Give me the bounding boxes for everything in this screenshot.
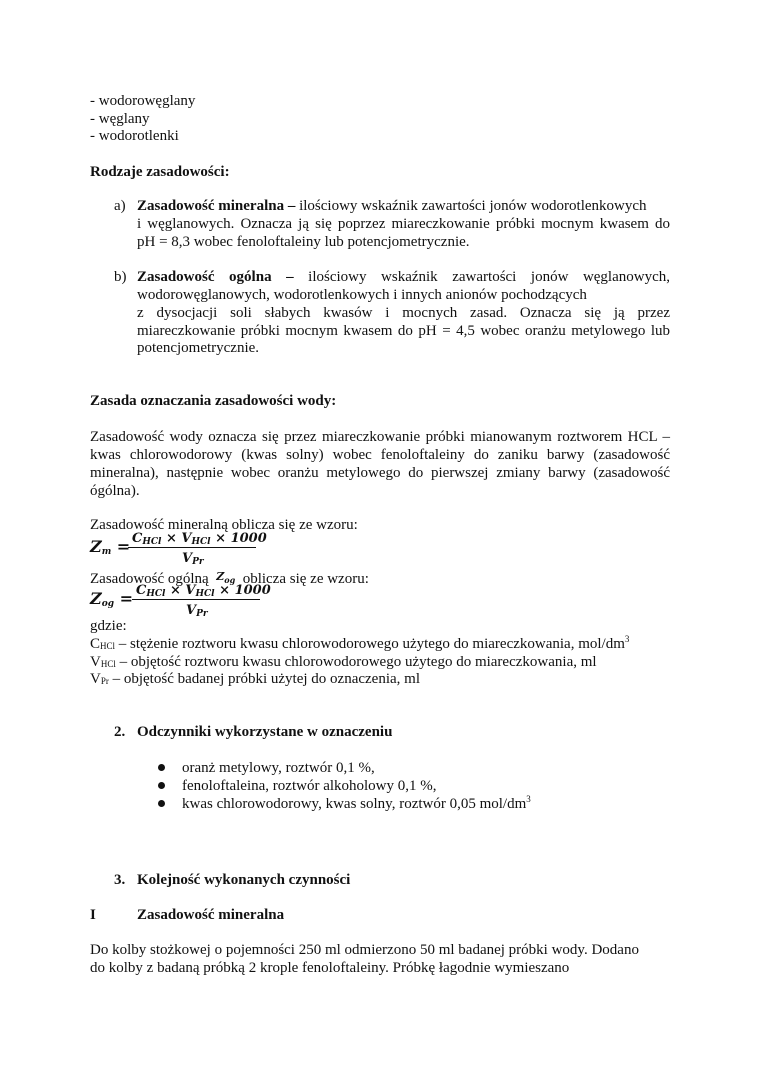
bullet-icon	[158, 764, 165, 771]
list-item: - wodorowęglany	[90, 93, 196, 109]
subsection-number: I	[90, 907, 96, 923]
type-b-term: Zasadowość ogólna –	[137, 269, 294, 285]
bullet-icon	[158, 782, 165, 789]
formula-numerator: $C_{HCl} \times V_{HCl} \times 1000$	[132, 531, 267, 547]
formula-denominator: $V_{Pr}$	[186, 603, 208, 619]
paragraph-line: Do kolby stożkowej o pojemności 250 ml odmierzono 50 ml badanej próbki wody. Dodano	[90, 942, 639, 958]
principle-heading: Zasada oznaczania zasadowości wody:	[90, 393, 337, 409]
type-a-line-1	[137, 197, 647, 215]
type-b-line-2: wodorowęglanowych, wodorotlenkowych i innych anionów pochodzących	[137, 287, 587, 303]
definition-row: VHCl – objętość roztworu kwasu chlorowodorowego użytego do miareczkowania, ml	[90, 654, 597, 670]
bullet-icon	[158, 800, 165, 807]
type-a-line-3: pH = 8,3 wobec fenoloftaleiny lub potencjometrycznie.	[137, 234, 470, 250]
subsection-title: Zasadowość mineralna	[137, 907, 285, 923]
type-b-line-1	[137, 268, 670, 286]
principle-line-2: kwas chlorowodorowy (kwas solny) wobec fenoloftaleiny do zaniku barwy (zasadowość	[90, 447, 670, 463]
formula-lhs: $Z_m$ =	[90, 537, 131, 557]
list-label-b: b)	[114, 269, 127, 285]
type-a-term: Zasadowość mineralna –	[137, 198, 296, 214]
principle-line-3: mineralna), następnie wobec oranżu metylowego do pierwszej zmiany barwy (zasadowość	[90, 465, 670, 481]
formula-numerator: $C_{HCl} \times V_{HCl} \times 1000$	[136, 583, 271, 599]
type-b-line-3: z dysocjacji soli słabych kwasów i mocnych zasad. Oznacza się ją przez	[137, 305, 670, 321]
list-label-a: a)	[114, 198, 126, 214]
formula-zm	[90, 530, 267, 567]
types-heading: Rodzaje zasadowości:	[90, 164, 230, 180]
type-b-line-4: miareczkowanie próbki mocnym kwasem do pH = 4,5 wobec oranżu metylowego lub	[137, 323, 670, 339]
type-a-line-2: i węglanowych. Oznacza ją się poprzez miareczkowanie próbki mocnym kwasem do	[137, 216, 670, 232]
where-label: gdzie:	[90, 618, 127, 634]
reagent-item: kwas chlorowodorowy, kwas solny, roztwór 0,05 mol/$dm^3$	[182, 794, 531, 812]
reagent-item: fenoloftaleina, roztwór alkoholowy 0,1 %,	[182, 778, 437, 794]
fraction-bar	[132, 599, 260, 600]
fraction-bar	[128, 547, 256, 548]
definition-row: VPr – objętość badanej próbki użytej do oznaczenia, ml	[90, 671, 420, 687]
list-item: - wodorotlenki	[90, 128, 179, 144]
zog-symbol: Zog	[216, 570, 236, 586]
type-b-text: ilościowy wskaźnik zawartości jonów węglanowych,	[308, 269, 670, 285]
formula-denominator: $V_{Pr}$	[182, 551, 204, 567]
definition-row: CHCl – stężenie roztworu kwasu chlorowodorowego użytego do miareczkowania, mol/$dm^3$	[90, 634, 630, 652]
principle-line-1: Zasadowość wody oznacza się przez miareczkowanie próbki mianowanym roztworem HCL –	[90, 429, 670, 445]
formula-lhs: $Z_{og}$ =	[90, 589, 133, 609]
type-a-text: ilościowy wskaźnik zawartości jonów wodorotlenkowych	[299, 198, 647, 214]
section-3-number: 3.	[114, 872, 126, 888]
section-3-title: Kolejność wykonanych czynności	[137, 872, 351, 888]
type-b-line-5: potencjometrycznie.	[137, 340, 260, 356]
list-item: - węglany	[90, 111, 150, 127]
zog-intro: Zasadowość ogólną $^{Z_{og}}$ oblicza się ze wzoru:	[90, 570, 369, 587]
reagent-item: oranż metylowy, roztwór 0,1 %,	[182, 760, 375, 776]
principle-line-4: ógólna).	[90, 483, 140, 499]
paragraph-line: do kolby z badaną próbką 2 krople fenoloftaleiny. Próbkę łagodnie wymieszano	[90, 960, 570, 976]
section-2-title: Odczynniki wykorzystane w oznaczeniu	[137, 724, 393, 740]
formula-zog	[90, 582, 271, 619]
section-2-number: 2.	[114, 724, 126, 740]
zm-intro: Zasadowość mineralną oblicza się ze wzoru:	[90, 517, 358, 533]
